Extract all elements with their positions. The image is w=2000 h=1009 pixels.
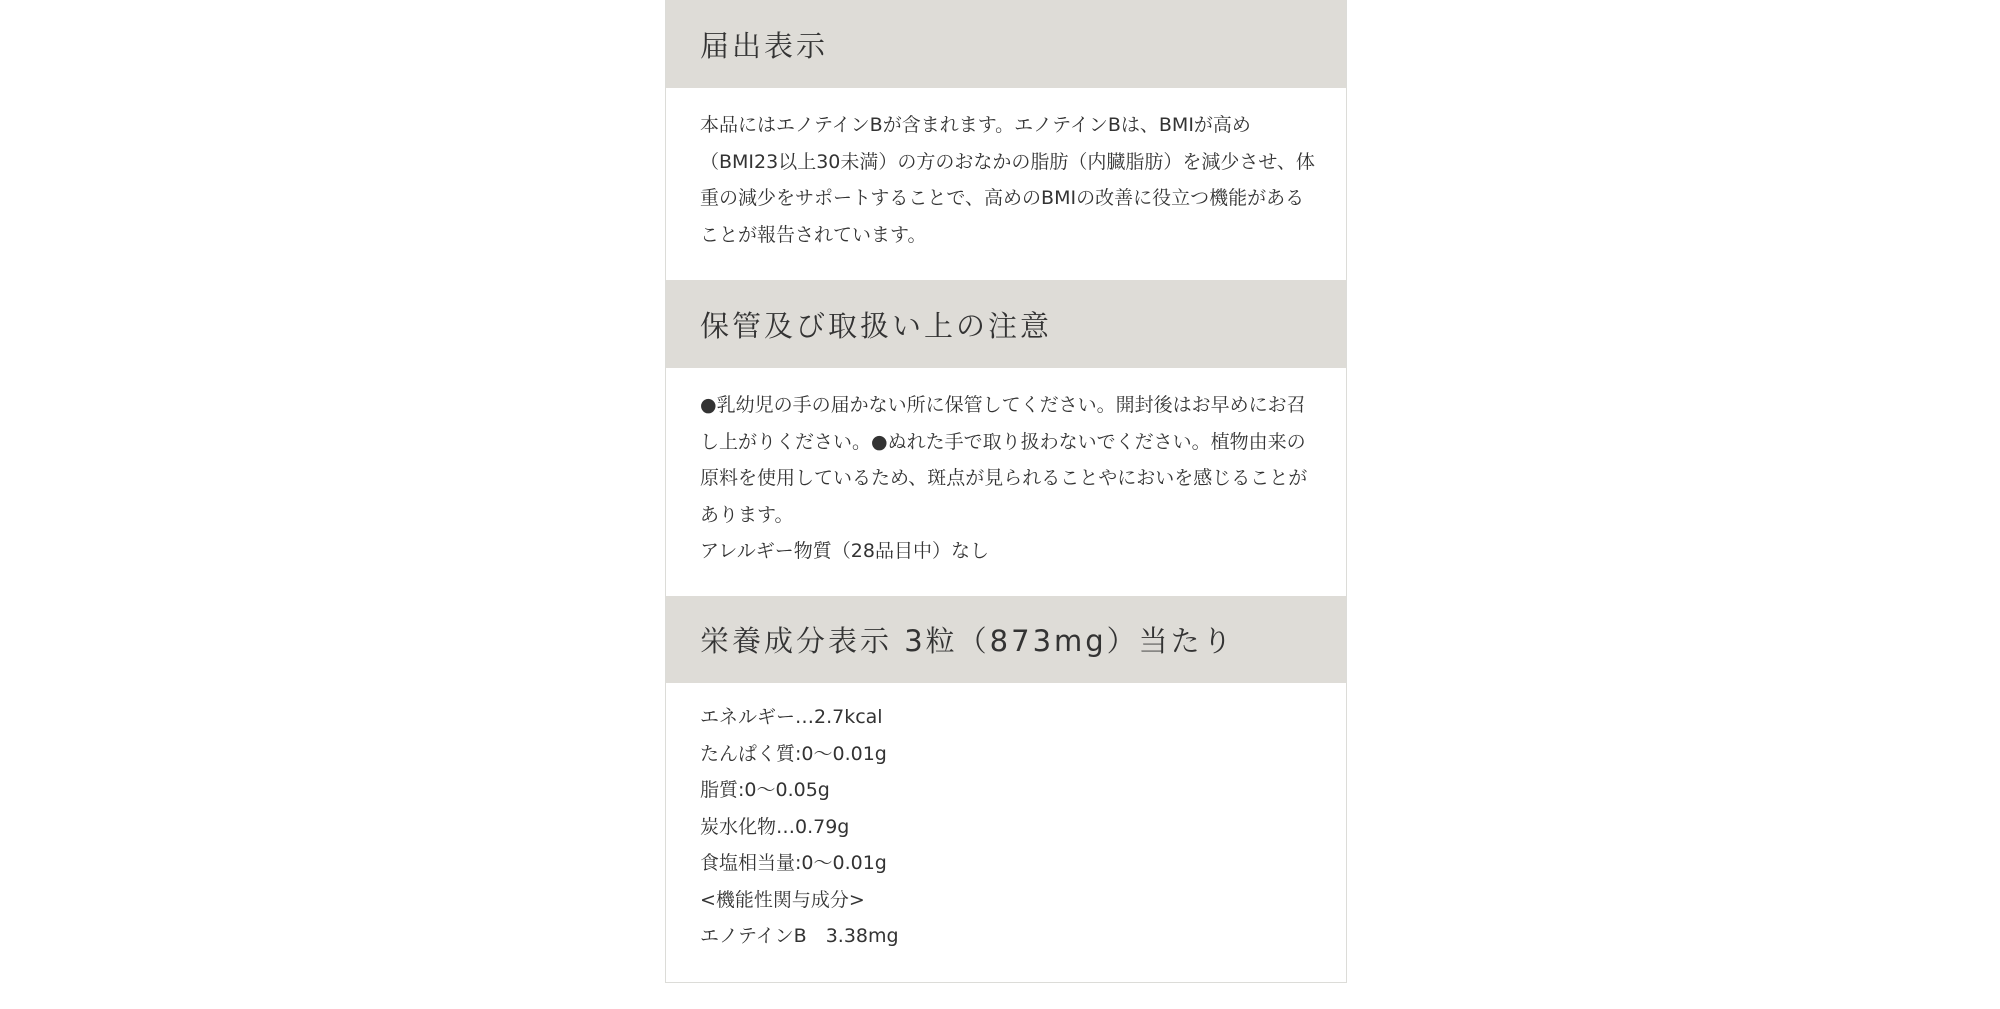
notification-text: 本品にはエノテインBが含まれます。エノテインBは、BMIが高め（BMI23以上30未満）の方のおなかの脂肪（内臓脂肪）を減少させ、体重の減少をサポートすることで、高めのBMIの改善に役立つ機能があることが報告されています。 xyxy=(700,114,1315,246)
functional-ingredient-value: エノテインB 3.38mg xyxy=(700,925,899,947)
section-title-notification: 届出表示 xyxy=(700,28,829,63)
section-title-nutrition: 栄養成分表示 3粒（873mg）当たり xyxy=(700,624,1235,658)
nutrition-carbohydrate: 炭水化物…0.79g xyxy=(700,815,850,838)
section-title-storage-caution: 保管及び取扱い上の注意 xyxy=(700,308,1053,343)
section-header-notification xyxy=(666,0,1346,88)
section-body-storage-caution xyxy=(666,368,1346,596)
section-body-notification xyxy=(666,88,1346,280)
section-header-storage-caution xyxy=(666,280,1346,368)
allergen-text: アレルギー物質（28品目中）なし xyxy=(700,540,989,562)
section-body-nutrition xyxy=(666,683,1346,983)
section-header-nutrition xyxy=(666,596,1346,683)
functional-ingredient-heading: <機能性関与成分> xyxy=(700,888,865,911)
product-info-panel xyxy=(665,0,1347,983)
nutrition-protein: たんぱく質:0〜0.01g xyxy=(700,742,887,765)
nutrition-salt: 食塩相当量:0〜0.01g xyxy=(700,852,887,874)
nutrition-energy: エネルギー…2.7kcal xyxy=(700,706,883,728)
nutrition-fat: 脂質:0〜0.05g xyxy=(700,779,830,801)
storage-caution-text: ●乳幼児の手の届かない所に保管してください。開封後はお早めにお召し上がりください。●ぬれた手で取り扱わないでください。植物由来の原料を使用しているため、斑点が見られることやにおいを感じることがあります。 xyxy=(700,394,1308,526)
